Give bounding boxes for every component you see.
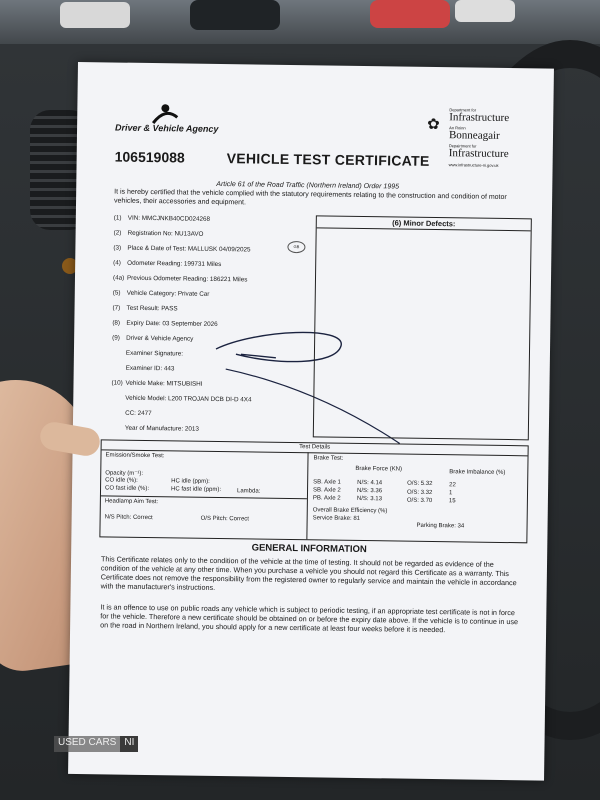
axle-ns: N/S: 3.13 bbox=[356, 495, 382, 503]
parked-car bbox=[370, 0, 450, 28]
certificate-document bbox=[68, 62, 554, 781]
department-logo bbox=[426, 107, 547, 175]
axle-os: O/S: 3.70 bbox=[406, 497, 433, 504]
dept-line3: Infrastructure bbox=[448, 147, 509, 161]
certificate-intro: It is hereby certified that the vehicle complied with the statutory requirements relating to the construction and condition of motor vehicles, their accessories and equipment. bbox=[114, 188, 507, 207]
opacity-label: Opacity (m⁻¹): bbox=[105, 470, 144, 477]
agency-name: Driver & Vehicle Agency bbox=[115, 122, 219, 134]
minor-defects-title: (6) Minor Defects: bbox=[317, 216, 531, 231]
general-info-title: GENERAL INFORMATION bbox=[251, 542, 367, 556]
article-reference: Article 61 of the Road Traffic (Northern Ireland) Order 1995 bbox=[216, 180, 400, 191]
field-row: (8) Expiry Date: 03 September 2026 bbox=[112, 319, 218, 328]
field-row: (4) Odometer Reading: 199731 Miles bbox=[113, 259, 222, 269]
field-row: (10) Vehicle Make: MITSUBISHI bbox=[111, 379, 203, 388]
field-row: CC: 2477 bbox=[125, 409, 152, 418]
brake-imbalance-header: Brake Imbalance (%) bbox=[449, 469, 506, 477]
field-row: (2) Registration No: NU13AVO bbox=[113, 229, 204, 238]
emission-section bbox=[100, 449, 308, 539]
certificate-number: 106519088 bbox=[114, 148, 185, 166]
axle-os: O/S: 3.32 bbox=[406, 489, 433, 496]
dept-line2-small: An Roinn bbox=[449, 125, 466, 131]
dept-url: www.infrastructure-ni.gov.uk bbox=[448, 162, 499, 168]
co-fast-label: CO fast idle (%): bbox=[105, 485, 150, 493]
parked-car bbox=[455, 0, 515, 22]
brake-force-header: Brake Force (KN) bbox=[355, 465, 403, 473]
field-row: (5) Vehicle Category: Private Car bbox=[112, 289, 210, 298]
test-details-title: Test Details bbox=[102, 440, 528, 456]
field-row: (9) Driver & Vehicle Agency bbox=[112, 334, 194, 343]
field-row: (3) Place & Date of Test: MALLUSK 04/09/2025 bbox=[113, 244, 251, 254]
lambda-label: Lambda: bbox=[236, 488, 261, 495]
watermark-left: USED CARS bbox=[58, 737, 117, 748]
certificate-title: VEHICLE TEST CERTIFICATE bbox=[226, 150, 430, 169]
axle-name: SB. Axle 2 bbox=[313, 487, 341, 494]
general-info-para1: This Certificate relates only to the condition of the vehicle at the time of testing. It should not be regarded as evidence of the condition of the vehicle at any other time. When you purchase a vehicle you should not regard this Certificate as a warranty. This Certificate does not remove the responsibility from the registered owner to regularly service and maintain the vehicle in accordance with the manufacturer's instructions. bbox=[100, 554, 517, 592]
dept-line2: Bonneagair bbox=[448, 129, 500, 142]
minor-defects-box bbox=[313, 215, 532, 440]
windshield-view bbox=[0, 0, 600, 48]
hc-fast-label: HC fast idle (ppm): bbox=[171, 486, 222, 494]
axle-imbalance: 15 bbox=[448, 498, 456, 505]
parking-brake: Parking Brake: 34 bbox=[416, 522, 465, 530]
co-idle-label: CO idle (%): bbox=[105, 477, 138, 484]
dept-line3-small: Depairtment fur bbox=[448, 143, 477, 149]
field-row: Examiner ID: 443 bbox=[125, 364, 175, 373]
axle-ns: N/S: 3.36 bbox=[356, 487, 383, 495]
brake-title: Brake Test: bbox=[313, 455, 344, 462]
axle-name: PB. Axle 2 bbox=[312, 495, 341, 502]
headlamp-title: Headlamp Aim Test: bbox=[104, 498, 159, 506]
axle-imbalance: 1 bbox=[448, 490, 453, 497]
axle-imbalance: 22 bbox=[449, 482, 456, 489]
axle-ns: N/S: 4.14 bbox=[357, 479, 383, 487]
service-brake: Service Brake: 81 bbox=[312, 515, 361, 522]
dva-logo-icon bbox=[151, 103, 179, 125]
field-row: Year of Manufacture: 2013 bbox=[124, 424, 199, 433]
hc-idle-label: HC idle (ppm): bbox=[171, 478, 210, 485]
axle-os: O/S: 5.32 bbox=[407, 480, 433, 487]
country-stamp: GB bbox=[287, 241, 305, 253]
field-row: (7) Test Result: PASS bbox=[112, 304, 178, 313]
dept-line1-small: Department for bbox=[449, 107, 477, 113]
field-row: Vehicle Model: L200 TROJAN DCB DI-D 4X4 bbox=[125, 394, 252, 404]
dva-logo bbox=[115, 103, 235, 139]
field-row: (4a) Previous Odometer Reading: 186221 Miles bbox=[112, 274, 248, 284]
parked-car bbox=[60, 2, 130, 28]
ns-pitch: N/S Pitch: Correct bbox=[104, 514, 153, 522]
watermark bbox=[54, 736, 138, 752]
axle-name: SB. Axle 1 bbox=[313, 479, 341, 486]
emission-title: Emission/Smoke Test: bbox=[105, 452, 165, 460]
field-row: (1) VIN: MMCJNKB40CD024268 bbox=[113, 214, 211, 223]
field-row: Examiner Signature: bbox=[125, 349, 184, 358]
test-details-box bbox=[99, 439, 528, 543]
dept-emblem-icon: ✿ bbox=[427, 115, 440, 134]
overall-efficiency-title: Overall Brake Efficiency (%) bbox=[312, 507, 388, 515]
dept-line1: Infrastructure bbox=[449, 111, 510, 125]
general-info-para2: It is an offence to use on public roads any vehicle which is subject to periodic testing, if an appropriate test certificate is not in force for the vehicle. Therefore a new certificate should be obtained on or before the expiry date above. If the vehicle is to continue in use on the road in Northern Ireland, you should apply for a new certificate at least four weeks before it is needed. bbox=[100, 602, 519, 635]
parked-car bbox=[190, 0, 280, 30]
os-pitch: O/S Pitch: Correct bbox=[200, 515, 250, 523]
watermark-right: NI bbox=[120, 736, 138, 752]
headlamp-section bbox=[101, 495, 307, 523]
